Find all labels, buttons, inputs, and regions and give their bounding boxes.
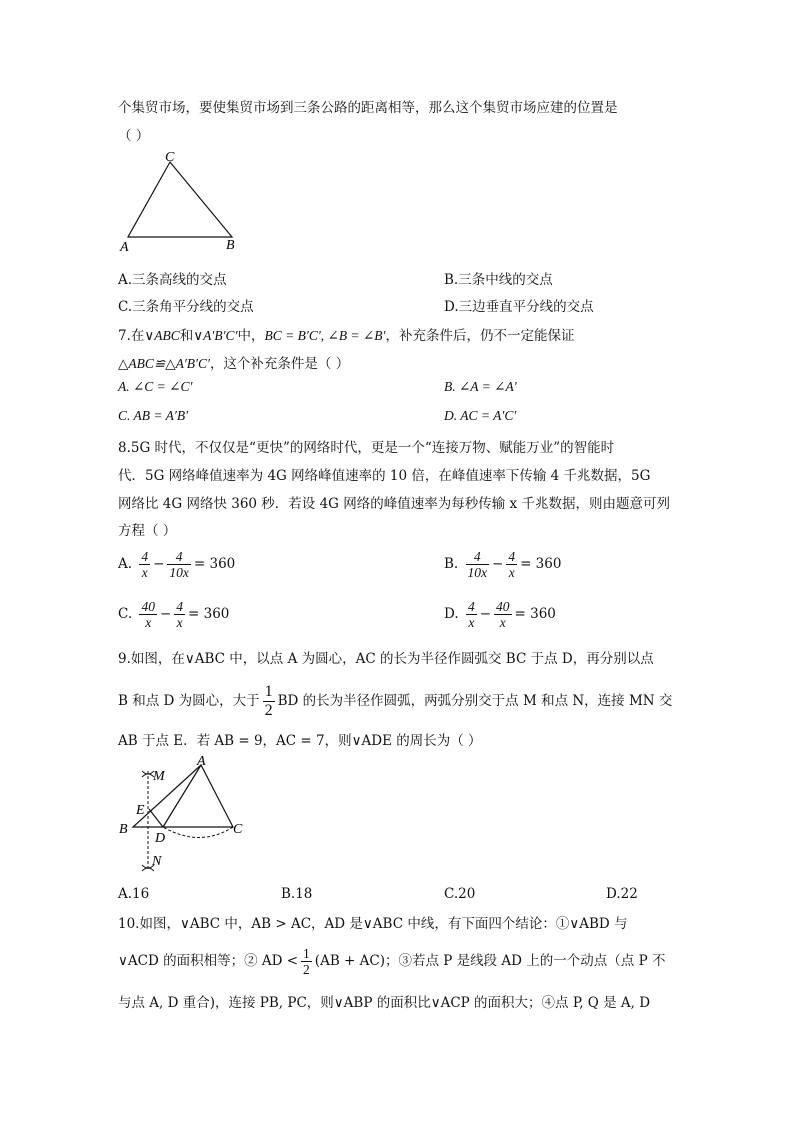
- q10-text-line2: ∨ACD 的面积相等；② AD < $\frac{1}{2}$ (AB + AC)；③若点 P 是线段 AD 上的一个动点（点 P 不: [118, 946, 666, 977]
- q8-option-c[interactable]: C. $\frac{40}{x}$ − $\frac{4}{x}$ = 360: [118, 599, 230, 630]
- q7-text-line1: 7.在∨ABC和∨A′B′C′中，BC = B′C′, ∠B = ∠B′，补充条件后，仍不一定能保证: [118, 328, 575, 344]
- q6-triangle-figure: [115, 148, 245, 256]
- q8-text-line2: 代．5G 网络峰值速率为 4G 网络峰值速率的 10 倍，在峰值速率下传输 4 千兆数据，5G: [118, 468, 651, 484]
- q9-option-b[interactable]: B.18: [281, 886, 313, 902]
- svg-text:D: D: [155, 831, 166, 846]
- q6-label-a: A: [120, 240, 129, 255]
- q6-answer-blank: （ ）: [118, 128, 150, 144]
- q7-option-b[interactable]: B. ∠A = ∠A′: [444, 379, 517, 394]
- q8-option-b[interactable]: B. $\frac{4}{10x}$ − $\frac{4}{x}$ = 360: [444, 549, 562, 580]
- svg-text:N: N: [152, 854, 162, 869]
- q7-option-c[interactable]: C. AB = A′B′: [118, 408, 189, 423]
- q6-text-line1: 个集贸市场，要使集贸市场到三条公路的距离相等，那么这个集贸市场应建的位置是: [118, 100, 618, 116]
- q8-text-line4: 方程（ ）: [118, 523, 177, 539]
- q9-option-a[interactable]: A.16: [118, 886, 150, 902]
- q9-triangle-construction-figure: [115, 753, 255, 881]
- q7-text-line2: △ABC≌△A′B′C′，这个补充条件是（ ）: [118, 356, 350, 372]
- svg-text:E: E: [136, 803, 145, 818]
- q9-option-c[interactable]: C.20: [444, 886, 476, 902]
- q9-text-line2: B 和点 D 为圆心，大于 $\frac{1}{2}$ BD 的长为半径作圆弧，两弧分别交于点 M 和点 N，连接 MN 交: [118, 683, 673, 719]
- svg-text:M: M: [153, 769, 165, 784]
- q7-option-d[interactable]: D. AC = A′C′: [444, 408, 517, 423]
- svg-text:A: A: [197, 754, 206, 769]
- q8-text-line1: 8.5G 时代，不仅仅是“更快”的网络时代，更是一个“连接万物、赋能万业”的智能时: [118, 440, 615, 456]
- q6-option-b[interactable]: B.三条中线的交点: [444, 272, 553, 288]
- q6-option-d[interactable]: D.三边垂直平分线的交点: [444, 299, 594, 315]
- q8-option-d[interactable]: D. $\frac{4}{x}$ − $\frac{40}{x}$ = 360: [444, 599, 556, 630]
- q7-option-a[interactable]: A. ∠C = ∠C′: [118, 379, 193, 394]
- q10-text-line3: 与点 A, D 重合)，连接 PB, PC，则∨ABP 的面积比∨ACP 的面积大；④点 P, Q 是 A, D: [118, 995, 651, 1011]
- q6-label-c: C: [165, 150, 175, 165]
- q10-text-line1: 10.如图，∨ABC 中，AB > AC，AD 是∨ABC 中线，有下面四个结论：①∨ABD 与: [118, 916, 628, 932]
- q6-label-b: B: [226, 238, 235, 253]
- q9-option-d[interactable]: D.22: [606, 886, 638, 902]
- svg-text:B: B: [119, 822, 128, 837]
- q6-option-c[interactable]: C.三条角平分线的交点: [118, 299, 254, 315]
- q6-option-a[interactable]: A.三条高线的交点: [118, 272, 227, 288]
- svg-text:C: C: [233, 822, 243, 837]
- q8-text-line3: 网络比 4G 网络快 360 秒．若设 4G 网络的峰值速率为每秒传输 x 千兆数据，则由题意可列: [118, 496, 670, 512]
- q8-option-a[interactable]: A. $\frac{4}{x}$ − $\frac{4}{10x}$ = 360: [118, 549, 236, 580]
- q9-text-line1: 9.如图，在∨ABC 中，以点 A 为圆心，AC 的长为半径作圆弧交 BC 于点 D，再分别以点: [118, 651, 654, 667]
- q9-text-line3: AB 于点 E．若 AB = 9，AC = 7，则∨ADE 的周长为（ ）: [118, 733, 482, 749]
